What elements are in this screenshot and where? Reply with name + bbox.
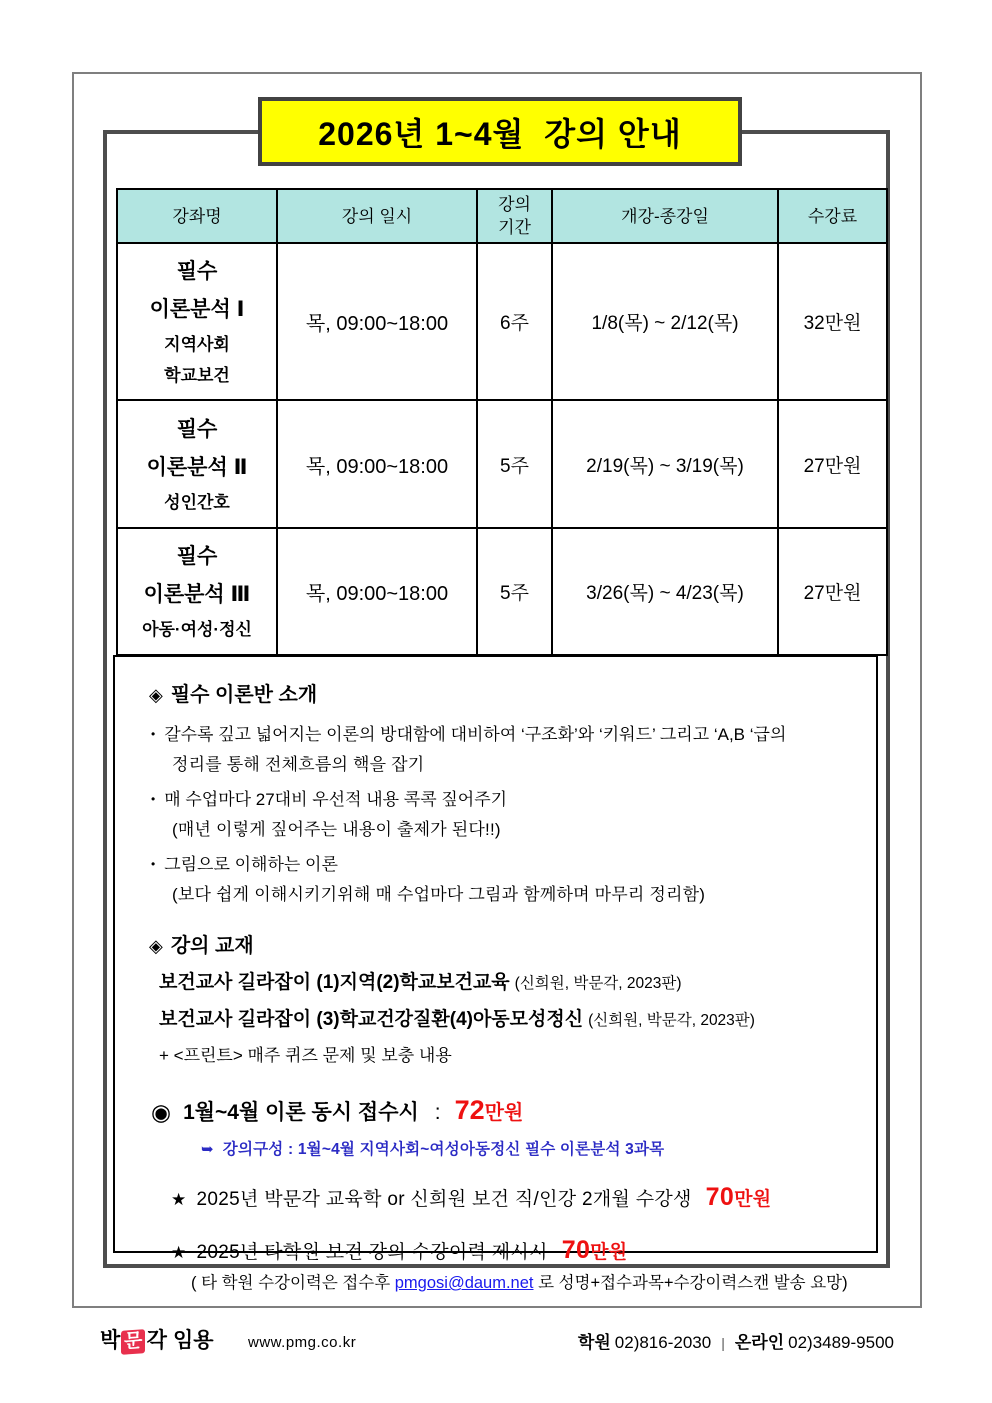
pricing-section: [149, 1093, 854, 1297]
dates-cell: 1/8(목) ~ 2/12(목): [552, 243, 778, 400]
bundle-price-value: 72: [454, 1095, 485, 1125]
duration-cell: 5주: [477, 400, 552, 528]
fisheye-bullet-icon: ◉: [151, 1099, 172, 1125]
course-name-cell: 필수 이론분석 Ⅰ 지역사회 학교보건: [117, 243, 277, 400]
header-duration: 강의 기간: [477, 189, 552, 243]
transfer-instruction-note: ( 타 학원 수강이력은 접수후 pmgosi@daum.net 로 성명+접수과목+수강이력스캔 발송 요망): [191, 1274, 848, 1292]
email-link[interactable]: pmgosi@daum.net: [394, 1274, 534, 1292]
textbook-line: 보건교사 길라잡이 (1)지역(2)학교보건교육 (신희원, 박문각, 2023판): [159, 972, 682, 993]
course-notes-box: [113, 655, 878, 1292]
logo-red-mark: 문: [121, 1329, 145, 1355]
duration-cell: 6주: [477, 243, 552, 400]
discount-price-value: 70: [561, 1236, 591, 1264]
dates-cell: 3/26(목) ~ 4/23(목): [552, 528, 778, 655]
star-icon: ★: [171, 1190, 187, 1209]
intro-bullet-list: [151, 719, 854, 910]
pmg-logo: 박 문 각 임용: [100, 1324, 214, 1354]
schedule-cell: 목, 09:00~18:00: [277, 400, 477, 528]
title-banner: [258, 97, 742, 166]
bundle-price-line: ◉ 1월~4월 이론 동시 접수시 : 72만원: [151, 1095, 524, 1125]
textbook-section: [149, 932, 854, 1069]
header-fee: 수강료: [778, 189, 887, 243]
course-name-cell: 필수 이론분석 Ⅲ 아동·여성·정신: [117, 528, 277, 655]
header-schedule: 강의 일시: [277, 189, 477, 243]
academy-phone-number: 02)816-2030: [614, 1333, 712, 1352]
academy-phone-label: 학원: [577, 1333, 611, 1352]
separator: |: [721, 1335, 725, 1351]
list-item: • 그림으로 이해하는 이론 (보다 쉽게 이해시키기위해 매 수업마다 그림과 함께하며 마무리 정리함): [151, 855, 706, 904]
textbook-line: 보건교사 길라잡이 (3)학교건강질환(4)아동모성정신 (신희원, 박문각, 2023판): [159, 1009, 755, 1030]
curved-arrow-icon: ➥: [201, 1141, 214, 1158]
intro-section-heading: ◈ 필수 이론반 소개: [149, 684, 318, 706]
diamond-icon: ◈: [149, 685, 163, 705]
table-header-row: [117, 189, 887, 243]
discount-line: ★ 2025년 박문각 교육학 or 신희원 보건 직/인강 2개월 수강생 70만원: [171, 1183, 772, 1211]
bullet-icon: •: [151, 792, 156, 806]
bullet-icon: •: [151, 857, 156, 871]
schedule-cell: 목, 09:00~18:00: [277, 528, 477, 655]
bundle-composition-note: ➥ 강의구성 : 1월~4월 지역사회~여성아동정신 필수 이론분석 3과목: [201, 1141, 665, 1158]
table-row: [117, 243, 887, 400]
textbook-extra-line: + <프린트> 매주 퀴즈 문제 및 보충 내용: [159, 1046, 452, 1065]
list-item: • 매 수업마다 27대비 우선적 내용 콕콕 짚어주기 (매년 이렇게 짚어주는 내용이 출제가 된다!!): [151, 790, 508, 839]
table-row: [117, 400, 887, 528]
dates-cell: 2/19(목) ~ 3/19(목): [552, 400, 778, 528]
fee-cell: 32만원: [778, 243, 887, 400]
duration-cell: 5주: [477, 528, 552, 655]
course-schedule-table: [116, 188, 888, 656]
discount-line: ★ 2025년 타학원 보건 강의 수강이력 제시시 70만원: [171, 1236, 628, 1264]
table-row: [117, 528, 887, 655]
fee-cell: 27만원: [778, 400, 887, 528]
website-url: www.pmg.co.kr: [248, 1334, 357, 1351]
schedule-cell: 목, 09:00~18:00: [277, 243, 477, 400]
textbook-section-heading: ◈ 강의 교재: [149, 935, 254, 957]
bullet-icon: •: [151, 727, 156, 741]
diamond-icon: ◈: [149, 936, 163, 956]
header-dates: 개강-종강일: [552, 189, 778, 243]
page-title: 2026년 1~4월 강의 안내: [318, 115, 682, 152]
contact-phones: [560, 1328, 894, 1353]
star-icon: ★: [171, 1243, 187, 1262]
list-item: • 갈수록 깊고 넓어지는 이론의 방대함에 대비하여 ‘구조화’와 ‘키워드’ 그리고 ‘A,B ‘급의 정리를 통해 전체흐름의 핵을 잡기: [151, 725, 787, 774]
online-phone-number: 02)3489-9500: [788, 1333, 894, 1352]
online-phone-label: 온라인: [734, 1333, 785, 1352]
header-course-name: 강좌명: [117, 189, 277, 243]
course-name-cell: 필수 이론분석 Ⅱ 성인간호: [117, 400, 277, 528]
discount-price-value: 70: [705, 1183, 735, 1211]
fee-cell: 27만원: [778, 528, 887, 655]
